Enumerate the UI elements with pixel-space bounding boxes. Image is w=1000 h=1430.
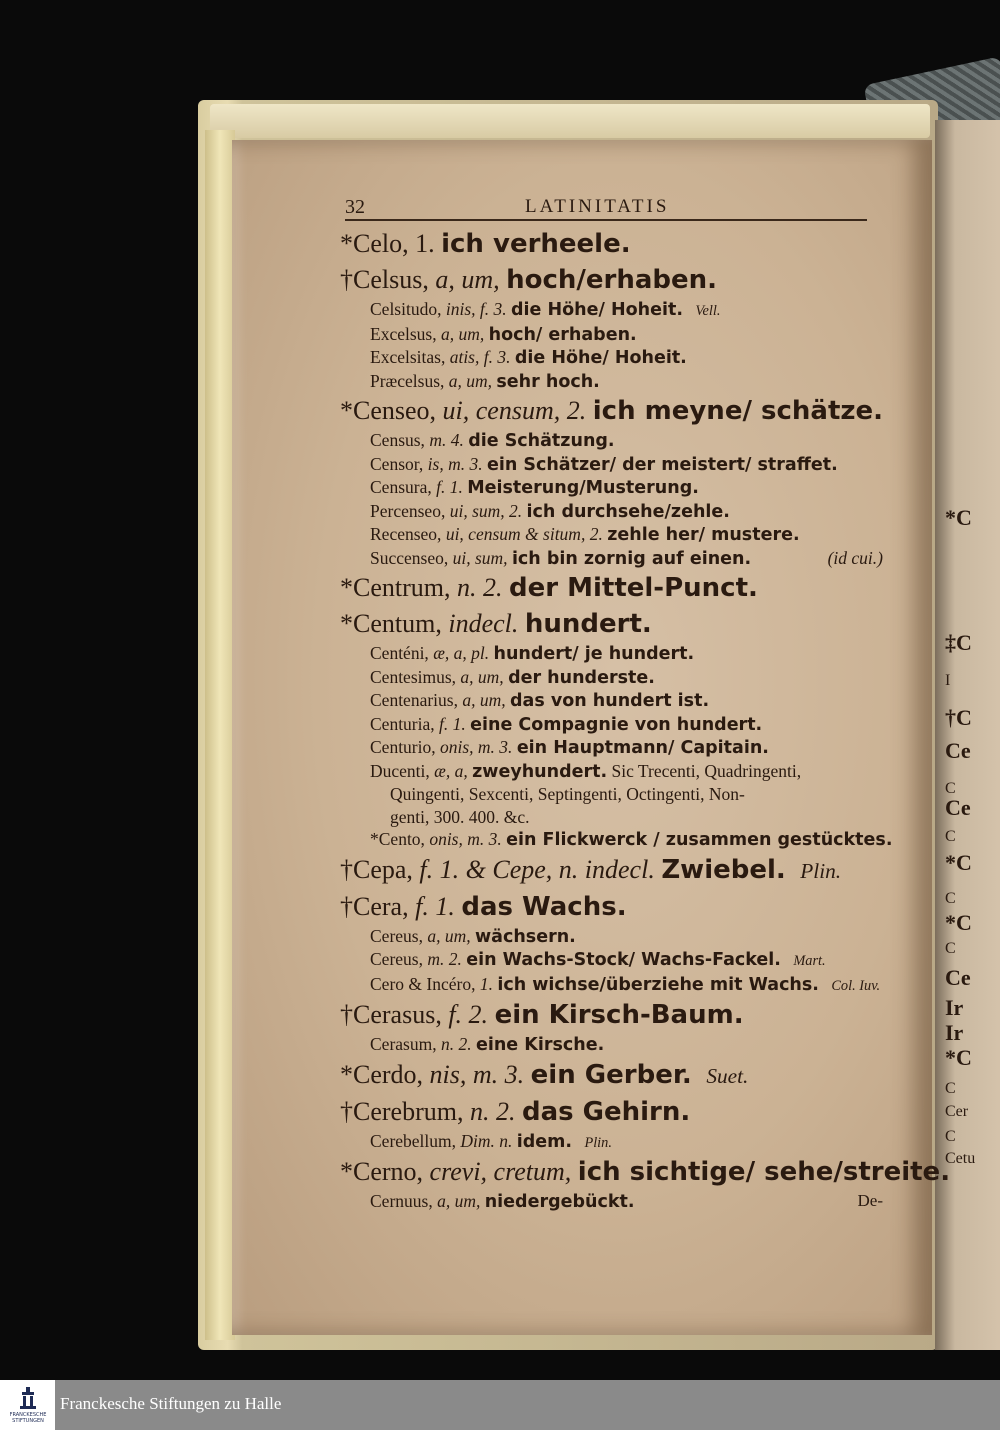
- entry-latin: †Cepa,: [340, 854, 413, 884]
- entry-german: ich meyne/ schätze.: [592, 396, 884, 426]
- entry-latin: *Cerdo,: [340, 1059, 424, 1089]
- facing-fragment: *C: [945, 910, 972, 935]
- facing-fragment: I: [945, 672, 951, 689]
- entry-latin: Cernuus,: [370, 1191, 433, 1211]
- entry-grammar: a, um,: [448, 370, 493, 391]
- entry-latin: Censor,: [370, 453, 424, 474]
- entry-grammar: nis, m. 3.: [429, 1059, 525, 1089]
- entry-sub: [340, 323, 895, 347]
- entry-main: [340, 606, 895, 642]
- entry-sub: [340, 1190, 895, 1214]
- entry-sub: [340, 925, 895, 949]
- entry-sub: [340, 666, 895, 690]
- entry-sub: [340, 713, 895, 737]
- entry-german: die Höhe/ Hoheit.: [514, 348, 687, 368]
- entry-german: sehr hoch.: [496, 371, 600, 392]
- page-top-edge: [210, 104, 930, 138]
- entry-latin: †Cerebrum,: [340, 1096, 464, 1126]
- entry-grammar: ui, censum, 2.: [442, 396, 587, 425]
- entry-sub: [340, 828, 895, 852]
- entry-latin: Cereus,: [370, 949, 423, 969]
- entry-source: Mart.: [793, 953, 826, 969]
- entry-grammar: ui, sum,: [452, 547, 508, 568]
- entry-sub: [340, 523, 895, 547]
- entry-main: [340, 1057, 895, 1094]
- entry-source: Col. Iuv.: [831, 977, 881, 994]
- entry-german: Meisterung/Musterung.: [467, 478, 699, 498]
- entry-latin: Centenarius,: [370, 690, 458, 710]
- entry-latin: †Celsus,: [340, 265, 429, 294]
- entry-sub: [340, 346, 895, 370]
- entry-latin: Centuria,: [370, 713, 435, 734]
- entry-source: Plin.: [800, 858, 842, 883]
- entry-german: ein Schätzer/ der meistert/ straffet.: [486, 454, 838, 475]
- facing-fragment: *C: [945, 505, 972, 530]
- entry-grammar: m. 2.: [427, 949, 462, 969]
- entry-grammar: ui, sum, 2.: [449, 500, 523, 521]
- entry-grammar: a, um,: [462, 690, 506, 710]
- running-head: [345, 196, 865, 220]
- entry-main: [340, 226, 895, 262]
- entry-latin: *Celo, 1.: [340, 229, 435, 258]
- entry-main: [340, 1094, 895, 1130]
- cover-edge: [205, 130, 235, 1340]
- entry-latin: Cero & Incéro,: [370, 973, 476, 994]
- entry-latin: Ducenti,: [370, 760, 430, 781]
- entry-latin: Celsitudo,: [370, 299, 442, 319]
- entry-grammar: crevi, cretum,: [429, 1157, 572, 1186]
- entry-sub: [340, 736, 895, 760]
- catchword: De-: [857, 1191, 883, 1210]
- entry-german: eine Compagnie von hundert.: [470, 714, 763, 735]
- entry-grammar: inis, f. 3.: [445, 299, 507, 319]
- entry-german: Zwiebel.: [661, 854, 786, 885]
- facing-fragment: C: [945, 940, 956, 957]
- entry-german: wächsern.: [475, 926, 576, 947]
- building-icon: [20, 1387, 36, 1409]
- entry-latin: Cereus,: [370, 925, 423, 946]
- facing-fragment: Ce: [945, 965, 971, 990]
- entry-german: der Mittel-Punct.: [509, 573, 758, 603]
- entry-source: Vell.: [695, 303, 721, 319]
- entry-latin: Cerebellum,: [370, 1130, 457, 1151]
- entry-german: ein Wachs-Stock/ Wachs-Fackel.: [466, 950, 781, 970]
- entry-latin: Centéni,: [370, 643, 429, 663]
- facing-fragment: Cer: [945, 1103, 969, 1120]
- entry-german: hoch/ erhaben.: [488, 324, 637, 345]
- facing-fragment: Ir: [945, 995, 964, 1020]
- entry-sub: [340, 429, 895, 453]
- footer-bar: [0, 1380, 1000, 1430]
- entry-german: idem.: [516, 1131, 573, 1152]
- facing-fragment: C: [945, 780, 956, 797]
- entry-grammar: æ, a,: [434, 760, 468, 781]
- entry-german: ich sichtige/ sehe/streite.: [577, 1157, 951, 1187]
- entry-sub: [340, 689, 895, 713]
- entry-sub: [340, 642, 895, 666]
- entry-main: [340, 262, 895, 298]
- entry-grammar: atis, f. 3.: [449, 347, 511, 367]
- facing-fragment: C: [945, 890, 956, 907]
- entry-latin: *Censeo,: [340, 396, 437, 425]
- entry-latin: Quingenti, Sexcenti, Septingenti, Octingenti, Non-: [390, 784, 745, 804]
- facing-fragment: ‡C: [945, 630, 972, 655]
- entry-latin: *Centum,: [340, 609, 442, 638]
- entry-sub: [340, 973, 895, 998]
- entry-german: das von hundert ist.: [509, 691, 710, 711]
- entry-german: der hunderste.: [508, 667, 655, 688]
- entry-german: ich bin zornig auf einen.: [511, 548, 752, 569]
- entry-latin: *Cerno,: [340, 1157, 424, 1186]
- entry-main: [340, 570, 895, 606]
- entry-grammar: f. 2.: [448, 1000, 489, 1029]
- entry-grammar: f. 1.: [415, 891, 455, 921]
- facing-fragment: C: [945, 1080, 956, 1097]
- entry-german: die Schätzung.: [468, 431, 615, 451]
- running-title: LATINITATIS: [525, 196, 670, 217]
- entry-grammar: a, um,: [437, 1191, 481, 1211]
- entry-cont: [340, 806, 895, 829]
- entry-grammar: Dim. n.: [460, 1130, 513, 1151]
- entry-german: ein Kirsch-Baum.: [494, 1000, 744, 1030]
- facing-fragment: *C: [945, 1045, 972, 1070]
- entry-main: [340, 997, 895, 1033]
- entry-german: ein Flickwerck / zusammen gestücktes.: [506, 830, 893, 850]
- entry-grammar: a, um,: [435, 265, 500, 294]
- entry-source: Suet.: [706, 1063, 749, 1088]
- entry-main: [340, 852, 895, 889]
- entry-german: zehle her/ mustere.: [607, 525, 800, 545]
- entry-latin: Centesimus,: [370, 666, 457, 687]
- entry-latin: Percenseo,: [370, 500, 446, 521]
- entry-sub: [340, 476, 895, 500]
- entry-sub: [340, 453, 895, 477]
- entry-grammar: n. 2.: [457, 573, 503, 602]
- entry-cont: [340, 783, 895, 806]
- entry-latin: Excelsus,: [370, 323, 437, 344]
- dictionary-entries: [340, 226, 951, 1214]
- entry-latin: †Cera,: [340, 891, 409, 921]
- entry-german: hundert.: [524, 609, 652, 639]
- entry-latin: Centurio,: [370, 737, 436, 757]
- entry-german: hoch/erhaben.: [506, 265, 718, 295]
- header-rule: [345, 219, 867, 221]
- entry-sub: [340, 370, 895, 394]
- entry-latin: Excelsitas,: [370, 347, 446, 367]
- entry-latin: Census,: [370, 430, 425, 450]
- entry-german: hundert/ je hundert.: [493, 644, 695, 664]
- facing-fragment: C: [945, 1128, 956, 1145]
- institution-logo: [4, 1384, 52, 1426]
- facing-fragment: Ce: [945, 795, 971, 820]
- facing-fragment: Ce: [945, 738, 971, 763]
- entry-german: ich verheele.: [441, 229, 631, 259]
- entry-tail: Sic Trecenti, Quadringenti,: [611, 760, 802, 781]
- entry-latin: Censura,: [370, 477, 432, 497]
- entry-side-note: (id cui.): [827, 547, 883, 568]
- entry-grammar: is, m. 3.: [427, 453, 483, 474]
- entry-main: [340, 1154, 951, 1190]
- page-number: 32: [345, 196, 365, 218]
- entry-grammar: indecl.: [448, 609, 519, 638]
- footer-label: Franckesche Stiftungen zu Halle: [60, 1394, 282, 1413]
- entry-grammar: a, um,: [460, 666, 504, 687]
- entry-german: ein Hauptmann/ Capitain.: [516, 738, 769, 758]
- facing-fragment: †C: [945, 705, 972, 730]
- entry-grammar: onis, m. 3.: [440, 737, 513, 757]
- entry-grammar: f. 1.: [436, 477, 463, 497]
- entry-german: eine Kirsche.: [475, 1035, 605, 1055]
- entry-latin: genti, 300. 400. &c.: [390, 806, 530, 827]
- facing-fragment: Cetu: [945, 1150, 976, 1167]
- entry-grammar: f. 1.: [439, 713, 466, 734]
- entry-grammar: onis, m. 3.: [429, 829, 502, 849]
- entry-german: das Gehirn.: [521, 1096, 691, 1127]
- entry-german: niedergebückt.: [484, 1192, 635, 1212]
- entry-german: das Wachs.: [461, 891, 627, 922]
- entry-latin: Præcelsus,: [370, 370, 445, 391]
- entry-grammar: n. 2.: [469, 1096, 516, 1126]
- entry-latin: *Cento,: [370, 829, 425, 849]
- entry-latin: *Centrum,: [340, 573, 451, 602]
- entry-german: die Höhe/ Hoheit.: [511, 300, 683, 320]
- entry-german: zweyhundert.: [472, 761, 608, 782]
- entry-grammar: a, um,: [427, 925, 471, 946]
- entry-sub: [340, 500, 895, 524]
- facing-fragment: *C: [945, 850, 972, 875]
- entry-grammar: n. 2.: [440, 1034, 472, 1054]
- entry-grammar: 1.: [479, 973, 493, 994]
- facing-fragment: C: [945, 828, 956, 845]
- entry-german: ich wichse/überziehe mit Wachs.: [497, 974, 819, 995]
- entry-german: ein Gerber.: [530, 1059, 692, 1090]
- entry-grammar: m. 4.: [429, 430, 464, 450]
- entry-sub: [340, 298, 895, 323]
- entry-latin: †Cerasus,: [340, 1000, 442, 1029]
- entry-sub: [340, 760, 895, 784]
- entry-grammar: æ, a, pl.: [433, 643, 490, 663]
- entry-grammar: a, um,: [440, 323, 485, 344]
- entry-latin: Recenseo,: [370, 524, 442, 544]
- entry-main: [340, 393, 895, 429]
- logo-text: FRANCKESCHE STIFTUNGEN: [9, 1412, 47, 1424]
- entry-main: [340, 889, 895, 925]
- entry-sub: [340, 547, 895, 571]
- entry-sub: [340, 948, 895, 973]
- entry-sub: [340, 1033, 895, 1057]
- entry-german: ich durchsehe/zehle.: [526, 501, 730, 522]
- entry-source: Plin.: [584, 1134, 612, 1151]
- entry-sub: [340, 1130, 895, 1155]
- facing-fragment: Ir: [945, 1020, 964, 1045]
- entry-grammar: ui, censum & situm, 2.: [445, 524, 603, 544]
- entry-latin: Cerasum,: [370, 1034, 437, 1054]
- entry-grammar: f. 1. & Cepe, n. indecl.: [419, 854, 655, 884]
- entry-latin: Succenseo,: [370, 547, 449, 568]
